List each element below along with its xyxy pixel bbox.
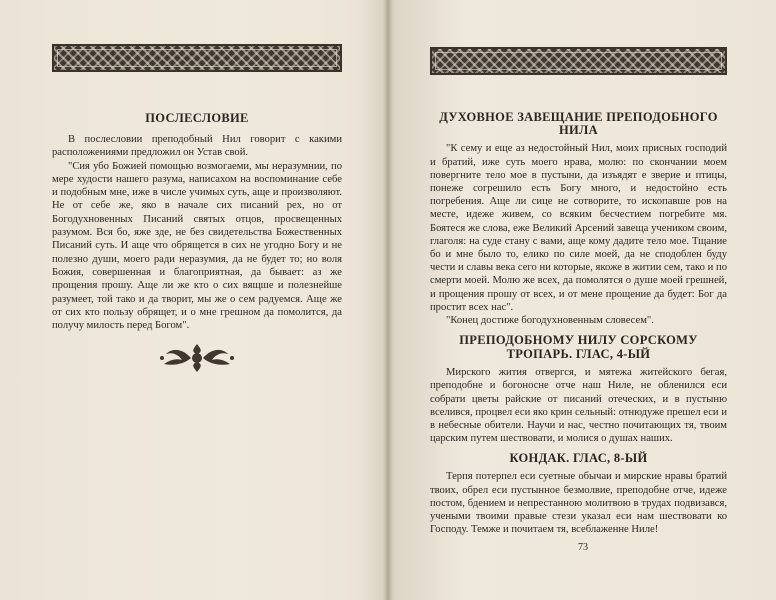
testament-paragraph: "К сему и еще аз недостойный Нил, моих присных господий и братий, иже суть моего нрава, молю: по скончании моем повергните тело мое в пустыни, да изъядят е зверие и птицы, понеже согрешило есть Богу много, и недостойно есть погребения. Аще ли сице не сотворите, то ископавше ров на месте, идеже живем, со всяким бесчестием погребите мя. Боятеся же слова, еже Великий Арсений завеща учеником своим, глаголя: на суде стану с вами, аще кому дадите тело мое. Тщание бо и мне было то, елико по силе моей, да не сподоблен буду чести и славы века сего ни которые, якоже в житии сем, тако и по смерти моей. Молю же всех, да помолятся о душе моей грешней, и прощения прошу от всех, и от мене прощение да будет: Бог да простит всех нас". [430,143,727,313]
kontakion-text: Терпя потерпел еси суетные обычаи и мирские нравы братий твоих, обрел еси пустынное безмолвие, преподобне отче, идеже постом, бдением и непрестанною молитвою в трудах подвизався, учеными твоими правые стези указал еси нам шествовати ко Господу. Темже и почитаем тя, всеблаженне Ниле! [430,471,727,536]
left-page [0,0,383,600]
ornamental-header-band-left [52,44,342,72]
afterword-text [52,133,342,332]
right-page [393,0,776,600]
right-page-text [430,111,727,536]
book-gutter [383,0,393,600]
afterword-paragraph-1: В послесловии преподобный Нил говорит с какими расположениями предложил он Устав свой. [52,134,342,159]
testament-title: ДУХОВНОЕ ЗАВЕЩАНИЕ ПРЕПОДОБНОГО НИЛА [439,110,718,138]
testament-ending: "Конец достиже богодухновенным словесем". [446,315,654,327]
afterword-paragraph-2: "Сия убо Божией помощью возмогаеми, мы неразумнии, по мере худости нашего разума, написахом на воспоминание себе и подобным мне, иже в числе учимых суть, аще и произволяют. Не от себе же, яко в начале сих писаний рех, но от Богодухновенных Писаний святых отцов, просвещенных разумом. Вся бо, яже зде, не без свидетельства Божественных Писаний суть. И аще что обрящется в сих не угодно Богу и не полезно души, моего ради неразумия, да не будет то; но воля Божия, совершенная и благоприятная, да бывает: аз же прощения прошу. Аще ли же кто о сих вящше и полезнейше разумеет, той тако и да творит, мы же о сем радуемся. Аще же от сих кто пользу обрящет, и о мне грешном да помолится, да получу милость перед Богом". [52,160,342,332]
troparion-text: Мирского жития отвергся, и мятежа житейского бегая, преподобне и богоносне отче наш Ниле, не обленился еси собрати цветы райские от писаний отеческих, и в пустыню вселився, процвел еси яко крин сельный: отнюдуже прешел еси и в небесные обители. Научи и нас, честно почитающих тя, твоим царским путем шествовати, и молися о душах наших. [430,367,727,445]
troparion-title: ПРЕПОДОБНОМУ НИЛУ СОРСКОМУ ТРОПАРЬ. ГЛАС, 4-ЫЙ [459,333,698,362]
afterword-title: ПОСЛЕСЛОВИЕ [145,111,249,125]
ornamental-header-band-right [430,47,727,75]
kontakion-title: КОНДАК. ГЛАС, 8-ЫЙ [509,451,648,466]
page-number: 73 [578,542,588,553]
floral-vignette-icon [158,338,236,378]
